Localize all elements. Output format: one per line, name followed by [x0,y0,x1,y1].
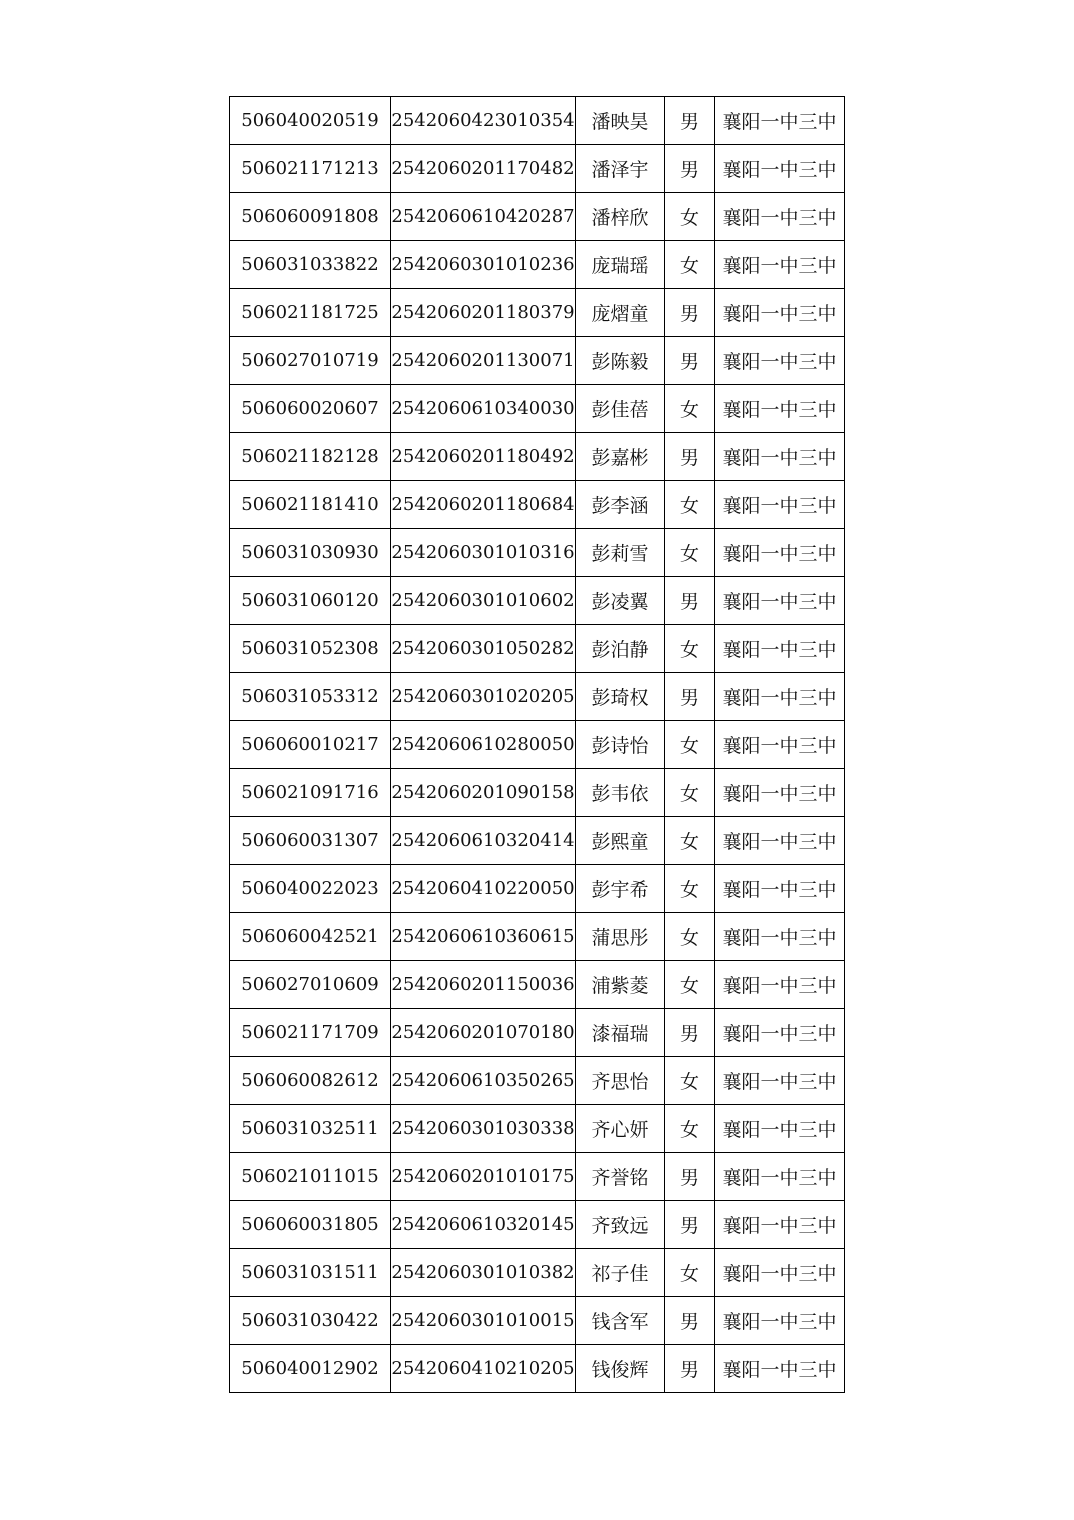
gender-cell: 女 [665,961,715,1009]
table-row [230,1009,845,1057]
student-name-cell: 彭韦依 [576,769,665,817]
exam-number-cell: 506027010719 [230,337,391,385]
table-row [230,433,845,481]
table-row [230,529,845,577]
table-row [230,97,845,145]
student-name-cell: 祁子佳 [576,1249,665,1297]
student-name-cell: 彭泊静 [576,625,665,673]
table-row [230,337,845,385]
table-row [230,721,845,769]
gender-cell: 男 [665,1153,715,1201]
gender-cell: 女 [665,529,715,577]
school-cell: 襄阳一中三中 [715,433,845,481]
exam-number-cell: 506021171213 [230,145,391,193]
exam-number-cell: 506027010609 [230,961,391,1009]
exam-number-cell: 506031030930 [230,529,391,577]
student-name-cell: 彭宇希 [576,865,665,913]
gender-cell: 女 [665,1105,715,1153]
school-cell: 襄阳一中三中 [715,97,845,145]
registration-number-cell: 2542060201180379 [391,289,576,337]
school-cell: 襄阳一中三中 [715,769,845,817]
table-row [230,577,845,625]
table-row [230,625,845,673]
school-cell: 襄阳一中三中 [715,241,845,289]
school-cell: 襄阳一中三中 [715,1153,845,1201]
gender-cell: 男 [665,97,715,145]
exam-number-cell: 506021181410 [230,481,391,529]
registration-number-cell: 2542060610320145 [391,1201,576,1249]
exam-number-cell: 506060091808 [230,193,391,241]
exam-number-cell: 506031053312 [230,673,391,721]
table-row [230,769,845,817]
gender-cell: 男 [665,289,715,337]
student-name-cell: 齐思怡 [576,1057,665,1105]
gender-cell: 女 [665,817,715,865]
student-name-cell: 彭陈毅 [576,337,665,385]
school-cell: 襄阳一中三中 [715,1009,845,1057]
exam-number-cell: 506021181725 [230,289,391,337]
registration-number-cell: 2542060201150036 [391,961,576,1009]
gender-cell: 女 [665,1249,715,1297]
student-name-cell: 彭凌翼 [576,577,665,625]
school-cell: 襄阳一中三中 [715,289,845,337]
school-cell: 襄阳一中三中 [715,1345,845,1393]
student-name-cell: 潘泽宇 [576,145,665,193]
gender-cell: 女 [665,625,715,673]
student-name-cell: 庞瑞瑶 [576,241,665,289]
table-row [230,1105,845,1153]
school-cell: 襄阳一中三中 [715,529,845,577]
gender-cell: 男 [665,1201,715,1249]
student-name-cell: 彭熙童 [576,817,665,865]
gender-cell: 男 [665,145,715,193]
registration-number-cell: 2542060201010175 [391,1153,576,1201]
student-name-cell: 钱俊辉 [576,1345,665,1393]
gender-cell: 女 [665,481,715,529]
school-cell: 襄阳一中三中 [715,625,845,673]
gender-cell: 女 [665,769,715,817]
student-name-cell: 彭莉雪 [576,529,665,577]
school-cell: 襄阳一中三中 [715,481,845,529]
registration-number-cell: 2542060301010316 [391,529,576,577]
student-roster-table [229,96,845,1393]
exam-number-cell: 506021011015 [230,1153,391,1201]
school-cell: 襄阳一中三中 [715,1057,845,1105]
table-row [230,289,845,337]
gender-cell: 女 [665,865,715,913]
school-cell: 襄阳一中三中 [715,865,845,913]
registration-number-cell: 2542060301030338 [391,1105,576,1153]
exam-number-cell: 506040020519 [230,97,391,145]
table-row [230,865,845,913]
student-name-cell: 钱含军 [576,1297,665,1345]
student-name-cell: 潘梓欣 [576,193,665,241]
school-cell: 襄阳一中三中 [715,577,845,625]
gender-cell: 男 [665,433,715,481]
student-name-cell: 彭李涵 [576,481,665,529]
registration-number-cell: 2542060410220050 [391,865,576,913]
school-cell: 襄阳一中三中 [715,721,845,769]
exam-number-cell: 506060020607 [230,385,391,433]
student-name-cell: 彭佳蓓 [576,385,665,433]
registration-number-cell: 2542060201090158 [391,769,576,817]
registration-number-cell: 2542060301050282 [391,625,576,673]
exam-number-cell: 506060031307 [230,817,391,865]
table-row [230,241,845,289]
registration-number-cell: 2542060610360615 [391,913,576,961]
exam-number-cell: 506031032511 [230,1105,391,1153]
exam-number-cell: 506031060120 [230,577,391,625]
roster-body [230,97,845,1393]
school-cell: 襄阳一中三中 [715,913,845,961]
registration-number-cell: 2542060610340030 [391,385,576,433]
school-cell: 襄阳一中三中 [715,145,845,193]
gender-cell: 女 [665,385,715,433]
gender-cell: 男 [665,337,715,385]
registration-number-cell: 2542060610350265 [391,1057,576,1105]
student-name-cell: 彭琦权 [576,673,665,721]
exam-number-cell: 506060031805 [230,1201,391,1249]
registration-number-cell: 2542060423010354 [391,97,576,145]
student-name-cell: 齐誉铭 [576,1153,665,1201]
gender-cell: 男 [665,1297,715,1345]
registration-number-cell: 2542060301010382 [391,1249,576,1297]
table-row [230,817,845,865]
school-cell: 襄阳一中三中 [715,193,845,241]
school-cell: 襄阳一中三中 [715,1297,845,1345]
table-row [230,1201,845,1249]
student-name-cell: 庞熠童 [576,289,665,337]
gender-cell: 男 [665,1009,715,1057]
exam-number-cell: 506031031511 [230,1249,391,1297]
student-name-cell: 蒲思彤 [576,913,665,961]
school-cell: 襄阳一中三中 [715,961,845,1009]
exam-number-cell: 506060010217 [230,721,391,769]
gender-cell: 女 [665,1057,715,1105]
exam-number-cell: 506021091716 [230,769,391,817]
gender-cell: 女 [665,913,715,961]
registration-number-cell: 2542060301010236 [391,241,576,289]
student-name-cell: 齐心妍 [576,1105,665,1153]
student-name-cell: 潘映昊 [576,97,665,145]
school-cell: 襄阳一中三中 [715,385,845,433]
gender-cell: 女 [665,193,715,241]
exam-number-cell: 506060082612 [230,1057,391,1105]
table-row [230,385,845,433]
gender-cell: 女 [665,241,715,289]
table-row [230,145,845,193]
table-row [230,1249,845,1297]
registration-number-cell: 2542060610420287 [391,193,576,241]
table-row [230,481,845,529]
table-row [230,1297,845,1345]
table-row [230,1345,845,1393]
registration-number-cell: 2542060201070180 [391,1009,576,1057]
school-cell: 襄阳一中三中 [715,337,845,385]
school-cell: 襄阳一中三中 [715,1201,845,1249]
exam-number-cell: 506031033822 [230,241,391,289]
exam-number-cell: 506021171709 [230,1009,391,1057]
school-cell: 襄阳一中三中 [715,1105,845,1153]
table-row [230,673,845,721]
registration-number-cell: 2542060610320414 [391,817,576,865]
registration-number-cell: 2542060301010602 [391,577,576,625]
registration-number-cell: 2542060610280050 [391,721,576,769]
registration-number-cell: 2542060201170482 [391,145,576,193]
school-cell: 襄阳一中三中 [715,817,845,865]
exam-number-cell: 506021182128 [230,433,391,481]
student-name-cell: 彭嘉彬 [576,433,665,481]
student-name-cell: 漆福瑞 [576,1009,665,1057]
registration-number-cell: 2542060301010015 [391,1297,576,1345]
exam-number-cell: 506031030422 [230,1297,391,1345]
exam-number-cell: 506040012902 [230,1345,391,1393]
table-row [230,913,845,961]
registration-number-cell: 2542060201180684 [391,481,576,529]
school-cell: 襄阳一中三中 [715,1249,845,1297]
registration-number-cell: 2542060301020205 [391,673,576,721]
gender-cell: 男 [665,1345,715,1393]
exam-number-cell: 506060042521 [230,913,391,961]
student-name-cell: 彭诗怡 [576,721,665,769]
table-row [230,961,845,1009]
student-name-cell: 浦紫菱 [576,961,665,1009]
gender-cell: 女 [665,721,715,769]
table-row [230,1057,845,1105]
table-row [230,193,845,241]
exam-number-cell: 506040022023 [230,865,391,913]
student-name-cell: 齐致远 [576,1201,665,1249]
gender-cell: 男 [665,673,715,721]
registration-number-cell: 2542060201180492 [391,433,576,481]
gender-cell: 男 [665,577,715,625]
registration-number-cell: 2542060201130071 [391,337,576,385]
school-cell: 襄阳一中三中 [715,673,845,721]
registration-number-cell: 2542060410210205 [391,1345,576,1393]
table-row [230,1153,845,1201]
exam-number-cell: 506031052308 [230,625,391,673]
